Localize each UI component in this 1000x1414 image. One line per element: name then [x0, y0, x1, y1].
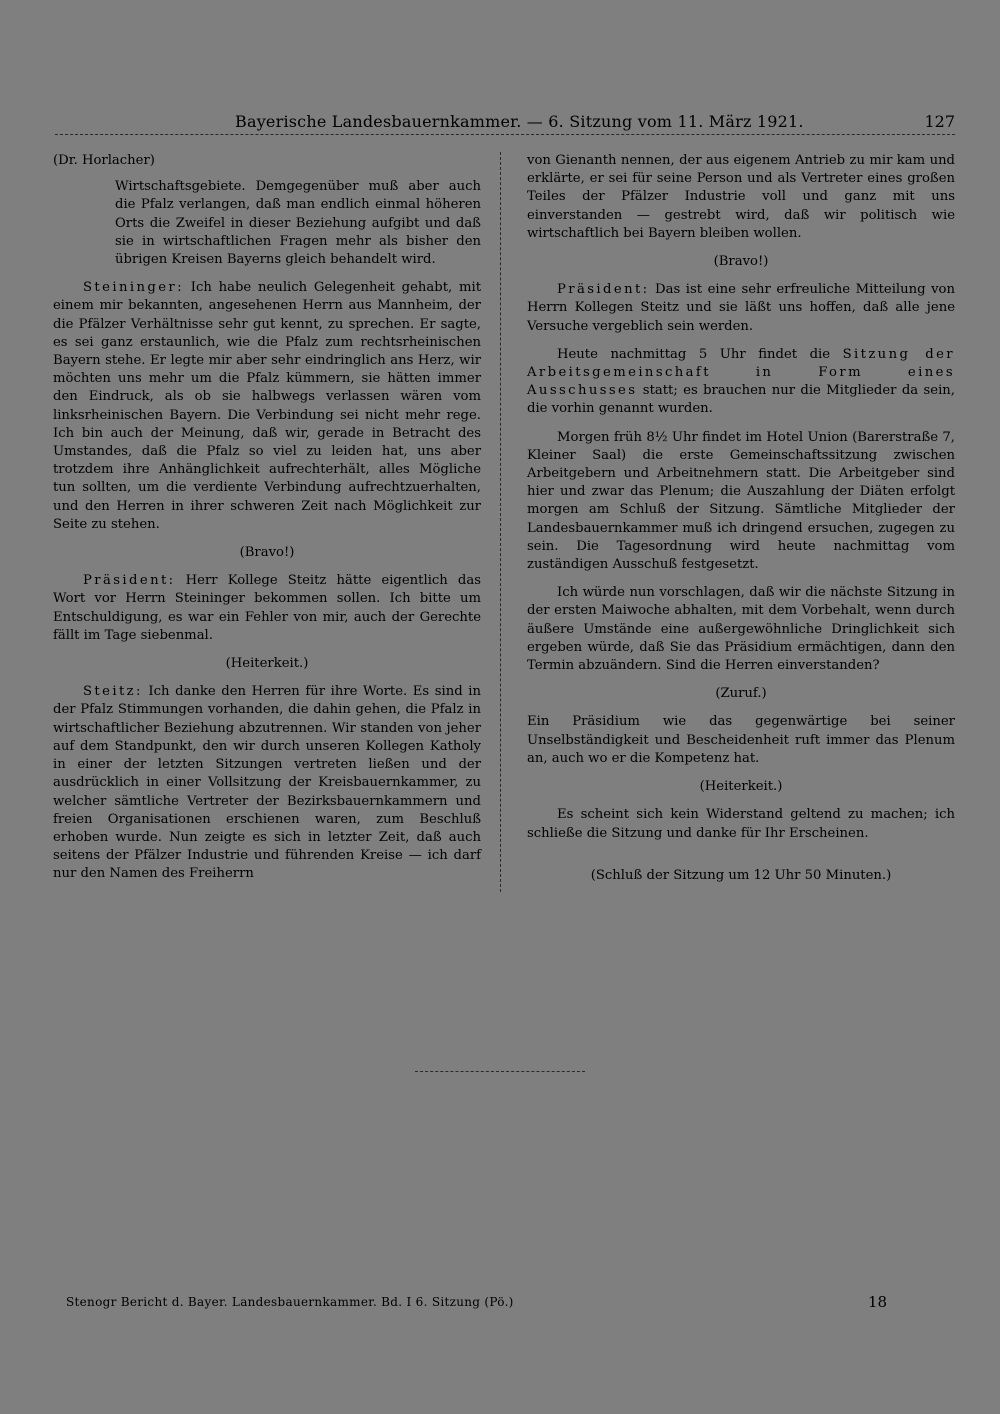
page-number: 127 — [924, 112, 955, 131]
paragraph: Es scheint sich kein Widerstand geltend zu machen; ich schließe die Sitzung und danke für Ihr Erscheinen. — [527, 807, 955, 841]
paragraph — [527, 281, 955, 336]
paragraph-text: Das ist eine sehr erfreuliche Mitteilung von Herrn Kollegen Steitz und sie läßt uns hoffen, daß alle jene Versuche vergeblich sein werden. — [527, 282, 955, 334]
paragraph: Wirtschaftsgebiete. Demgegenüber muß aber auch die Pfalz verlangen, daß man endlich einmal höheren Orts die Zweifel in dieser Beziehung aufgibt und daß sie in wirtschaftlichen Fragen mehr als bisher den übrigen Kreisen Bayerns gleich behandelt wird. — [115, 179, 481, 268]
interjection: (Bravo!) — [239, 545, 295, 561]
paragraph-text: statt; es brauchen nur die Mitglieder da sein, die vorhin genannt wurden. — [527, 383, 955, 417]
paragraph: Morgen früh 8½ Uhr findet im Hotel Union (Barerstraße 7, Kleiner Saal) die erste Gemeinschaftssitzung zwischen Arbeitgebern und Arbeitnehmern statt. Die Arbeitgeber sind hier und zwar das Plenum; die Auszahlung der Diäten erfolgt morgen am Schluß der Sitzung. Sämtliche Mitglieder der Landesbauernkammer muß ich dringend ersuchen, zugegen zu sein. Die Tagesordnung wird heute nachmittag vom zuständigen Ausschuß festgesetzt. — [527, 429, 955, 573]
footer-rule — [415, 1071, 585, 1072]
paragraph: Ich würde nun vorschlagen, daß wir die nächste Sitzung in der ersten Maiwoche abhalten, mit dem Vorbehalt, wenn durch äußere Umstände eine außergewöhnliche Dringlichkeit sich ergeben würde, daß Sie das Präsidium ermächtigen, dann den Termin abzuändern. Sind die Herren einverstanden? — [527, 585, 955, 674]
speaker-name: Steininger: — [83, 280, 184, 296]
paragraph — [53, 572, 481, 645]
footer-citation: Stenogr Bericht d. Bayer. Landesbauernkammer. Bd. I 6. Sitzung (Pö.) — [66, 1295, 514, 1309]
header-title: Bayerische Landesbauernkammer. — 6. Sitzung vom 11. März 1921. — [235, 112, 804, 131]
paragraph-text: Herr Kollege Steitz hätte eigentlich das Wort vor Herrn Steininger bekommen sollen. Ich bitte um Entschuldigung, es war ein Fehler von mir, auch der Gerechte fällt im Tage siebenmal. — [53, 573, 481, 643]
running-header — [55, 112, 955, 136]
interjection: (Heiterkeit.) — [699, 779, 783, 795]
right-column — [527, 152, 955, 898]
speaker-name: Präsident: — [83, 573, 176, 589]
paragraph — [527, 346, 955, 419]
speaker-name: Präsident: — [557, 282, 650, 298]
interjection: (Zuruf.) — [715, 686, 767, 702]
left-column — [53, 152, 481, 894]
paragraph-text: Ich danke den Herren für ihre Worte. Es sind in der Pfalz Stimmungen vorhanden, die dahin gehen, die Pfalz in wirtschaftlicher Beziehung abzutrennen. Wir standen von jeher auf dem Standpunkt, den wir durch unseren Kollegen Katholy in einer der letzten Sitzungen vertreten ließen und der ausdrücklich in einer Vollsitzung der Kreisbauernkammer, zu welcher sämtliche Vertreter der Bezirksbauernkammern und freien Organisationen erschienen waren, zum Beschluß erhoben wurde. Nun zeigte es sich in letzter Zeit, daß auch seitens der Pfälzer Industrie und führenden Kreise — ich darf nur den Namen des Freiherrn — [53, 684, 481, 882]
header-rule — [55, 134, 955, 135]
paragraph — [53, 683, 481, 883]
paragraph: von Gienanth nennen, der aus eigenem Antrieb zu mir kam und erklärte, er sei für seine Person und als Vertreter eines großen Teiles der Pfälzer Industrie voll und ganz mit uns einverstanden — gestrebt wird, daß wir politisch wie wirtschaftlich bei Bayern bleiben wollen. — [527, 153, 955, 241]
closing-note: (Schluß der Sitzung um 12 Uhr 50 Minuten.) — [590, 867, 892, 883]
interjection: (Heiterkeit.) — [225, 656, 309, 672]
paragraph-text: Heute nachmittag 5 Uhr findet die — [557, 346, 843, 362]
interjection: (Bravo!) — [713, 254, 769, 270]
sheet-number: 18 — [868, 1293, 888, 1311]
paragraph-text: Ich habe neulich Gelegenheit gehabt, mit einem mir bekannten, angesehenen Herrn aus Mannheim, der die Pfälzer Verhältnisse sehr gut kennt, zu sprechen. Er sagte, es sei ganz erstaunlich, wie die Pfalz zum rechtsrheinischen Bayern stehe. Er legte mir aber sehr eindringlich ans Herz, wir möchten uns mehr um die Pfalz kümmern, sie hätten immer den Eindruck, als ob sie halbwegs verlassen wären vom linksrheinischen Bayern. Die Verbindung sei nicht mehr rege. Ich bin auch der Meinung, daß wir, gerade in Betracht des Umstandes, daß die Pfalz so viel zu leiden hat, uns aber trotzdem ihre Anhänglichkeit aufrechterhält, alles Mögliche tun sollten, um die verdiente Verbindung aufrechtzuerhalten, und den Herren in ihrer schweren Zeit nach Möglichkeit zur Seite zu stehen. — [53, 280, 481, 532]
paragraph: Ein Präsidium wie das gegenwärtige bei seiner Unselbständigkeit und Bescheidenheit ruft immer das Plenum an, auch wo er die Kompetenz hat. — [527, 714, 955, 766]
speaker-label: (Dr. Horlacher) — [53, 153, 155, 168]
column-divider — [500, 152, 501, 892]
spaced-text: Sitzung der Arbeitsgemeinschaft in Form eines Ausschusses — [527, 346, 955, 399]
speaker-name: Steitz: — [83, 684, 143, 700]
paragraph — [53, 279, 481, 534]
